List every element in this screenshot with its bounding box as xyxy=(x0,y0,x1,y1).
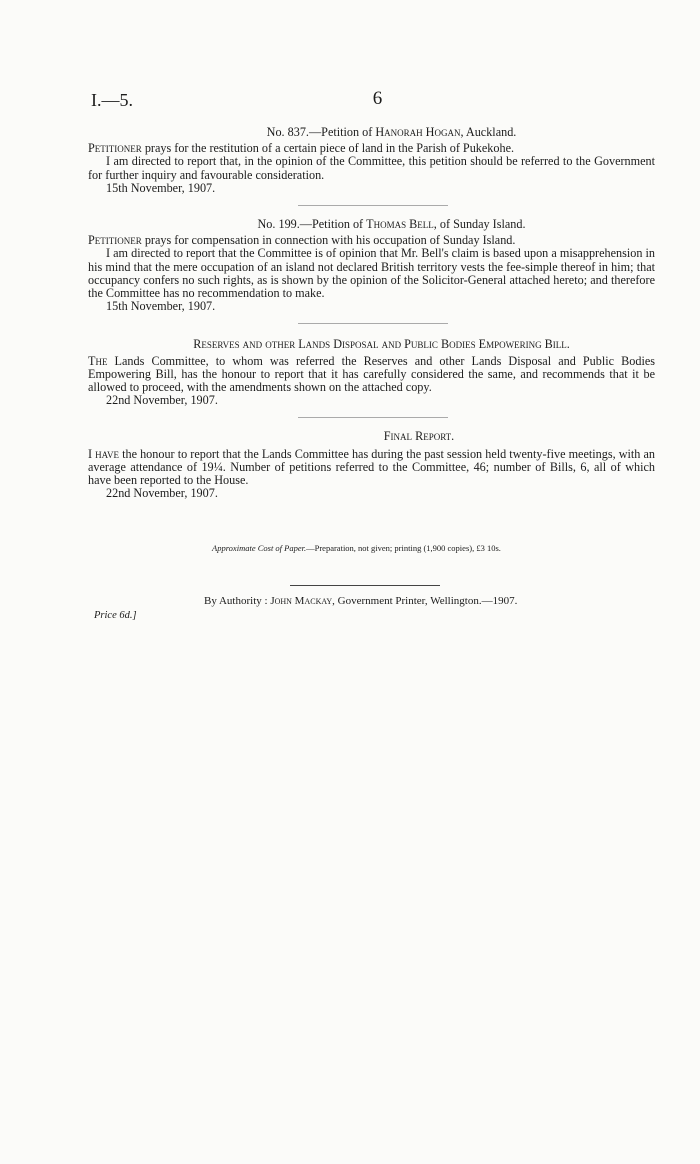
divider xyxy=(290,585,440,586)
price-label: Price 6d.] xyxy=(94,610,137,621)
petitioner-name: Thomas Bell xyxy=(366,217,434,232)
paragraph: Petitioner prays for the restitution of a certain piece of land in the Parish of Pukekohe. xyxy=(88,141,515,156)
paragraph: I am directed to report that, in the opinion of the Committee, this petition should be referred to the Government for further inquiry and favourable consideration. xyxy=(88,154,655,182)
document-body xyxy=(88,126,655,500)
date-line: 22nd November, 1907. xyxy=(106,393,218,408)
paragraph: I am directed to report that the Committee is of opinion that Mr. Bell's claim is based upon a misapprehension in his mind that the mere occupation of an island not declared British territory vests the fee-simple thereof in him; that occupancy confers no such rights, as is shown by the opinion of the Solicitor-General attached hereto; and therefore the Committee has no recommendation to make. xyxy=(88,246,655,301)
section-heading: No. 837.—Petition of Hanorah Hogan, Auckland. xyxy=(266,125,517,139)
cost-of-paper: Approximate Cost of Paper.—Preparation, not given; printing (1,900 copies), £3 10s. xyxy=(212,543,501,553)
divider xyxy=(298,417,448,418)
petitioner-name: Hanorah Hogan xyxy=(375,125,461,139)
section-heading: Reserves and other Lands Disposal and Public Bodies Empowering Bill. xyxy=(193,337,570,352)
date-line: 22nd November, 1907. xyxy=(106,486,218,501)
section-heading: Final Report. xyxy=(383,429,455,444)
series-label: I.—5. xyxy=(91,90,133,110)
date-line: 15th November, 1907. xyxy=(106,299,216,314)
section-bill xyxy=(88,338,655,418)
section-heading: No. 199.—Petition of Thomas Bell, of Sunday Island. xyxy=(257,217,526,232)
printer-name: John Mackay xyxy=(270,595,333,607)
divider xyxy=(298,205,448,206)
authority-line: By Authority : John Mackay, Government Printer, Wellington.—1907. xyxy=(204,595,518,607)
paragraph: I have the honour to report that the Lands Committee has during the past session held twenty-five meetings, with an average attendance of 19¼. Number of petitions referred to the Committee, 46; number of Bills, 6, all of which have been reported to the House. xyxy=(88,446,655,488)
section-bell xyxy=(88,218,655,324)
paragraph: Petitioner prays for compensation in connection with his occupation of Sunday Island. xyxy=(88,233,516,248)
date-line: 15th November, 1907. xyxy=(106,180,216,195)
page-number: 6 xyxy=(372,88,383,109)
section-final-report xyxy=(88,430,655,500)
paragraph: The Lands Committee, to whom was referred the Reserves and other Lands Disposal and Public Bodies Empowering Bill, has the honour to report that it has carefully considered the same, and recommends that it be allowed to proceed, with the amendments shown on the attached copy. xyxy=(88,353,655,395)
section-hogan xyxy=(88,126,655,206)
divider xyxy=(298,323,448,324)
